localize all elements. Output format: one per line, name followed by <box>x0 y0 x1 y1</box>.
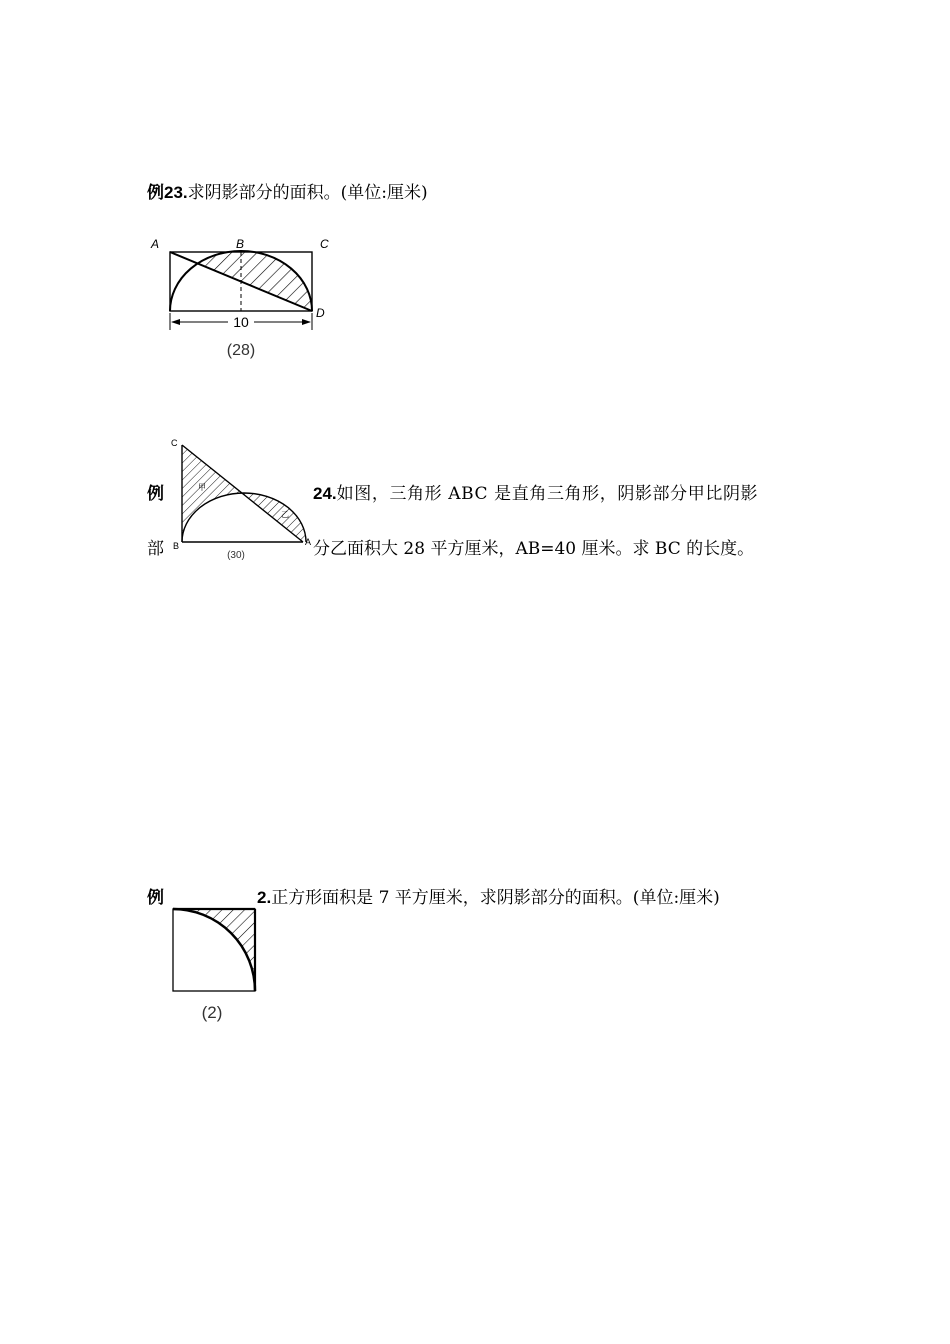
label-c: C <box>320 237 329 251</box>
figure-28-caption: (28) <box>226 342 256 359</box>
problem-2-number: 2. <box>257 888 272 907</box>
problem-23-label: 例 <box>147 183 164 202</box>
label-d: D <box>316 306 325 320</box>
label-b-30: B <box>173 541 180 551</box>
dimension-value: 10 <box>233 314 249 330</box>
problem-23-number: 23. <box>164 183 188 202</box>
label-b: B <box>236 237 245 251</box>
problem-24-label: 例 <box>147 484 164 503</box>
problem-24-cont: 部 <box>147 539 164 559</box>
problem-24-number: 24. <box>313 484 337 503</box>
problem-24-text1: 如图，三角形 ABC 是直角三角形，阴影部分甲比阴影 <box>336 484 759 504</box>
problem-2-text: 正方形面积是 7 平方厘米，求阴影部分的面积。(单位:厘米) <box>271 888 720 908</box>
figure-2-caption: (2) <box>201 1003 223 1022</box>
label-a: A <box>151 237 160 251</box>
label-jia: 甲 <box>198 483 206 492</box>
label-yi: 乙 <box>281 510 289 519</box>
label-a-30: A <box>305 537 312 547</box>
problem-23-text: 求阴影部分的面积。(单位:厘米) <box>187 183 428 203</box>
problem-2-label: 例 <box>147 888 164 907</box>
figure-30-caption: (30) <box>227 550 245 561</box>
label-c-30: C <box>171 438 178 448</box>
problem-24-text2: 分乙面积大 28 平方厘米，AB=40 厘米。求 BC 的长度。 <box>313 539 755 559</box>
